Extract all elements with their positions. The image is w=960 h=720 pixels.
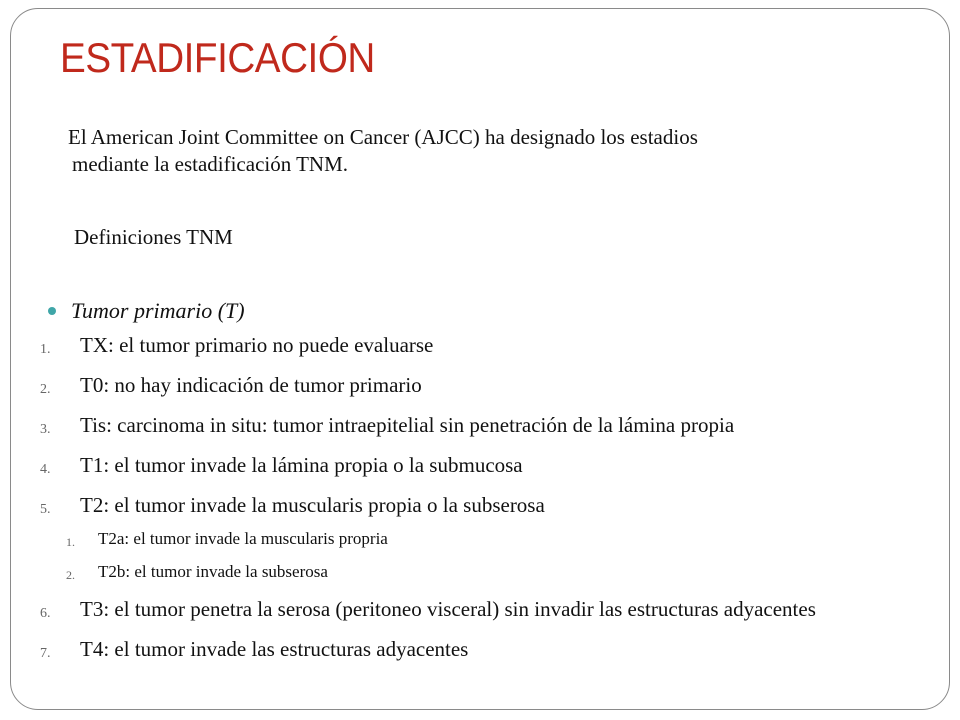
list-number: 3. bbox=[40, 422, 51, 437]
list-item bbox=[40, 372, 940, 403]
list-text: Tis: carcinoma in situ: tumor intraepitelial sin penetración de la lámina propia bbox=[80, 413, 735, 437]
list-text: T2: el tumor invade la muscularis propia o la subserosa bbox=[80, 493, 545, 517]
intro-line-2: mediante la estadificación TNM. bbox=[72, 152, 349, 176]
list-item bbox=[40, 596, 940, 627]
sub-list-number: 2. bbox=[66, 568, 75, 582]
list-number: 2. bbox=[40, 382, 51, 397]
list-item bbox=[40, 412, 940, 443]
list-text: T0: no hay indicación de tumor primario bbox=[80, 373, 422, 397]
sub-list-number: 1. bbox=[66, 535, 75, 549]
bullet-heading-text: Tumor primario (T) bbox=[71, 298, 245, 323]
bullet-heading bbox=[48, 298, 245, 324]
list-item bbox=[40, 452, 940, 483]
list-number: 1. bbox=[40, 342, 51, 357]
tnm-list bbox=[40, 332, 940, 667]
slide-title: ESTADIFICACIÓN bbox=[60, 34, 375, 81]
list-text: T3: el tumor penetra la serosa (peritoneo visceral) sin invadir las estructuras adyacentes bbox=[80, 597, 816, 621]
list-item bbox=[40, 636, 940, 667]
bullet-dot-icon bbox=[48, 307, 56, 315]
list-number: 5. bbox=[40, 502, 51, 517]
list-number: 6. bbox=[40, 606, 51, 621]
sub-list-text: T2b: el tumor invade la subserosa bbox=[98, 562, 328, 581]
list-item bbox=[40, 492, 940, 523]
list-item bbox=[40, 332, 940, 363]
sub-list-item bbox=[66, 527, 940, 554]
sub-list-text: T2a: el tumor invade la muscularis propria bbox=[98, 529, 388, 548]
list-number: 7. bbox=[40, 646, 51, 661]
list-number: 4. bbox=[40, 462, 51, 477]
sub-list-item bbox=[66, 560, 940, 587]
list-text: T1: el tumor invade la lámina propia o la submucosa bbox=[80, 453, 523, 477]
list-text: T4: el tumor invade las estructuras adyacentes bbox=[80, 637, 469, 661]
definitions-label: Definiciones TNM bbox=[74, 225, 233, 249]
intro-paragraph bbox=[68, 124, 888, 178]
list-text: TX: el tumor primario no puede evaluarse bbox=[80, 333, 434, 357]
intro-line-1: El American Joint Committee on Cancer (AJCC) ha designado los estadios bbox=[68, 125, 698, 149]
